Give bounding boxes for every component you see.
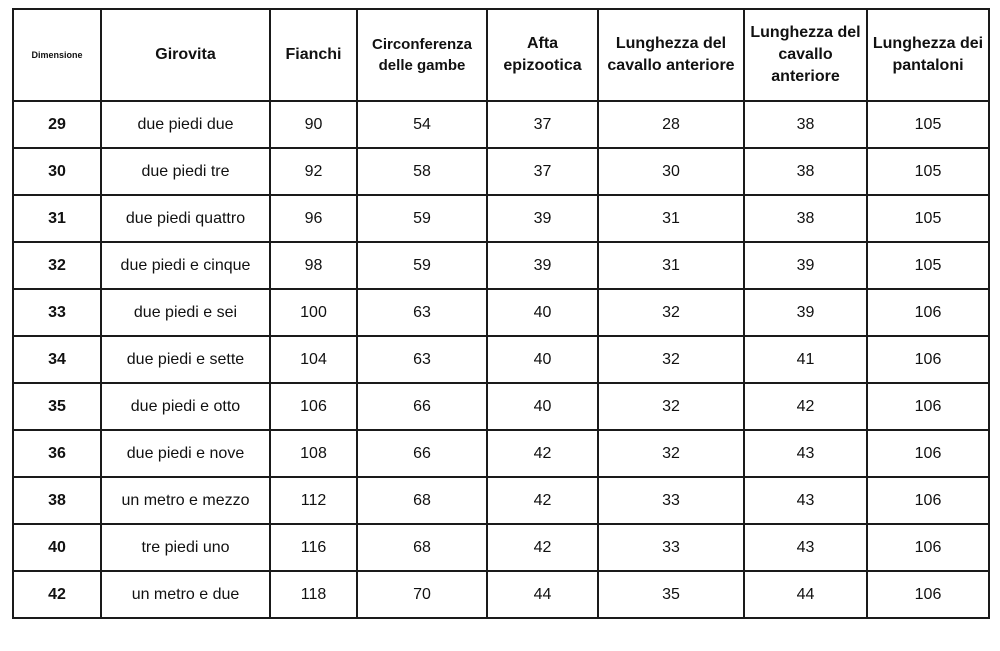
cell-lunghezza-cavallo-2: 42 <box>744 383 867 430</box>
cell-circonferenza-gambe: 68 <box>357 524 487 571</box>
cell-afta-epizootica: 42 <box>487 430 598 477</box>
cell-dimensione: 30 <box>13 148 101 195</box>
table-row <box>13 477 989 524</box>
cell-lunghezza-cavallo-1: 31 <box>598 242 744 289</box>
cell-lunghezza-cavallo-2: 38 <box>744 148 867 195</box>
cell-lunghezza-pantaloni: 106 <box>867 289 989 336</box>
cell-lunghezza-cavallo-1: 28 <box>598 101 744 148</box>
cell-lunghezza-pantaloni: 105 <box>867 242 989 289</box>
cell-lunghezza-pantaloni: 106 <box>867 524 989 571</box>
cell-dimensione: 33 <box>13 289 101 336</box>
cell-fianchi: 90 <box>270 101 357 148</box>
cell-afta-epizootica: 40 <box>487 336 598 383</box>
cell-lunghezza-cavallo-2: 38 <box>744 101 867 148</box>
cell-girovita: due piedi e otto <box>101 383 270 430</box>
cell-lunghezza-cavallo-1: 30 <box>598 148 744 195</box>
table-row <box>13 289 989 336</box>
cell-circonferenza-gambe: 66 <box>357 430 487 477</box>
cell-lunghezza-pantaloni: 106 <box>867 383 989 430</box>
cell-circonferenza-gambe: 63 <box>357 289 487 336</box>
cell-afta-epizootica: 44 <box>487 571 598 618</box>
cell-afta-epizootica: 37 <box>487 148 598 195</box>
cell-afta-epizootica: 37 <box>487 101 598 148</box>
cell-fianchi: 98 <box>270 242 357 289</box>
cell-girovita: tre piedi uno <box>101 524 270 571</box>
table-row <box>13 524 989 571</box>
cell-circonferenza-gambe: 58 <box>357 148 487 195</box>
cell-lunghezza-cavallo-1: 33 <box>598 477 744 524</box>
table-row <box>13 383 989 430</box>
table-row <box>13 195 989 242</box>
cell-lunghezza-pantaloni: 105 <box>867 101 989 148</box>
cell-girovita: due piedi tre <box>101 148 270 195</box>
cell-fianchi: 108 <box>270 430 357 477</box>
cell-lunghezza-pantaloni: 106 <box>867 430 989 477</box>
cell-lunghezza-pantaloni: 106 <box>867 336 989 383</box>
cell-afta-epizootica: 40 <box>487 289 598 336</box>
cell-dimensione: 40 <box>13 524 101 571</box>
cell-girovita: un metro e mezzo <box>101 477 270 524</box>
cell-lunghezza-pantaloni: 105 <box>867 148 989 195</box>
cell-circonferenza-gambe: 66 <box>357 383 487 430</box>
cell-fianchi: 112 <box>270 477 357 524</box>
cell-girovita: due piedi e sette <box>101 336 270 383</box>
table-row <box>13 336 989 383</box>
cell-lunghezza-cavallo-1: 32 <box>598 289 744 336</box>
cell-lunghezza-cavallo-2: 43 <box>744 430 867 477</box>
cell-lunghezza-cavallo-1: 33 <box>598 524 744 571</box>
cell-afta-epizootica: 39 <box>487 242 598 289</box>
size-chart-table <box>12 8 990 619</box>
cell-fianchi: 96 <box>270 195 357 242</box>
cell-dimensione: 31 <box>13 195 101 242</box>
cell-afta-epizootica: 42 <box>487 524 598 571</box>
cell-lunghezza-cavallo-2: 44 <box>744 571 867 618</box>
cell-lunghezza-cavallo-1: 32 <box>598 430 744 477</box>
cell-girovita: due piedi e sei <box>101 289 270 336</box>
cell-lunghezza-cavallo-2: 38 <box>744 195 867 242</box>
table-row <box>13 430 989 477</box>
cell-lunghezza-cavallo-2: 41 <box>744 336 867 383</box>
cell-dimensione: 32 <box>13 242 101 289</box>
cell-fianchi: 100 <box>270 289 357 336</box>
cell-lunghezza-cavallo-1: 32 <box>598 336 744 383</box>
header-lunghezza-pantaloni: Lunghezza dei pantaloni <box>867 9 989 101</box>
cell-fianchi: 104 <box>270 336 357 383</box>
cell-lunghezza-cavallo-2: 39 <box>744 289 867 336</box>
cell-dimensione: 42 <box>13 571 101 618</box>
cell-fianchi: 116 <box>270 524 357 571</box>
cell-lunghezza-cavallo-2: 43 <box>744 477 867 524</box>
cell-dimensione: 36 <box>13 430 101 477</box>
header-dimensione: Dimensione <box>13 9 101 101</box>
cell-afta-epizootica: 42 <box>487 477 598 524</box>
cell-dimensione: 34 <box>13 336 101 383</box>
cell-circonferenza-gambe: 63 <box>357 336 487 383</box>
cell-girovita: due piedi quattro <box>101 195 270 242</box>
cell-afta-epizootica: 39 <box>487 195 598 242</box>
cell-girovita: due piedi e nove <box>101 430 270 477</box>
cell-circonferenza-gambe: 59 <box>357 195 487 242</box>
header-row <box>13 9 989 101</box>
table-body <box>13 101 989 618</box>
cell-lunghezza-pantaloni: 106 <box>867 571 989 618</box>
cell-dimensione: 38 <box>13 477 101 524</box>
header-girovita: Girovita <box>101 9 270 101</box>
cell-afta-epizootica: 40 <box>487 383 598 430</box>
cell-dimensione: 35 <box>13 383 101 430</box>
cell-girovita: un metro e due <box>101 571 270 618</box>
header-lunghezza-cavallo-anteriore-1: Lunghezza del cavallo anteriore <box>598 9 744 101</box>
cell-girovita: due piedi e cinque <box>101 242 270 289</box>
header-lunghezza-cavallo-anteriore-2: Lunghezza del cavallo anteriore <box>744 9 867 101</box>
cell-circonferenza-gambe: 70 <box>357 571 487 618</box>
header-fianchi: Fianchi <box>270 9 357 101</box>
cell-circonferenza-gambe: 54 <box>357 101 487 148</box>
table-row <box>13 571 989 618</box>
cell-fianchi: 106 <box>270 383 357 430</box>
table-header <box>13 9 989 101</box>
table-row <box>13 101 989 148</box>
cell-circonferenza-gambe: 68 <box>357 477 487 524</box>
cell-lunghezza-pantaloni: 106 <box>867 477 989 524</box>
cell-circonferenza-gambe: 59 <box>357 242 487 289</box>
cell-lunghezza-cavallo-1: 31 <box>598 195 744 242</box>
cell-lunghezza-cavallo-1: 35 <box>598 571 744 618</box>
cell-lunghezza-cavallo-1: 32 <box>598 383 744 430</box>
header-circonferenza-gambe: Circonferenza delle gambe <box>357 9 487 101</box>
header-afta-epizootica: Afta epizootica <box>487 9 598 101</box>
cell-fianchi: 118 <box>270 571 357 618</box>
cell-lunghezza-cavallo-2: 39 <box>744 242 867 289</box>
cell-lunghezza-pantaloni: 105 <box>867 195 989 242</box>
cell-dimensione: 29 <box>13 101 101 148</box>
cell-girovita: due piedi due <box>101 101 270 148</box>
table-row <box>13 148 989 195</box>
cell-fianchi: 92 <box>270 148 357 195</box>
cell-lunghezza-cavallo-2: 43 <box>744 524 867 571</box>
table-row <box>13 242 989 289</box>
